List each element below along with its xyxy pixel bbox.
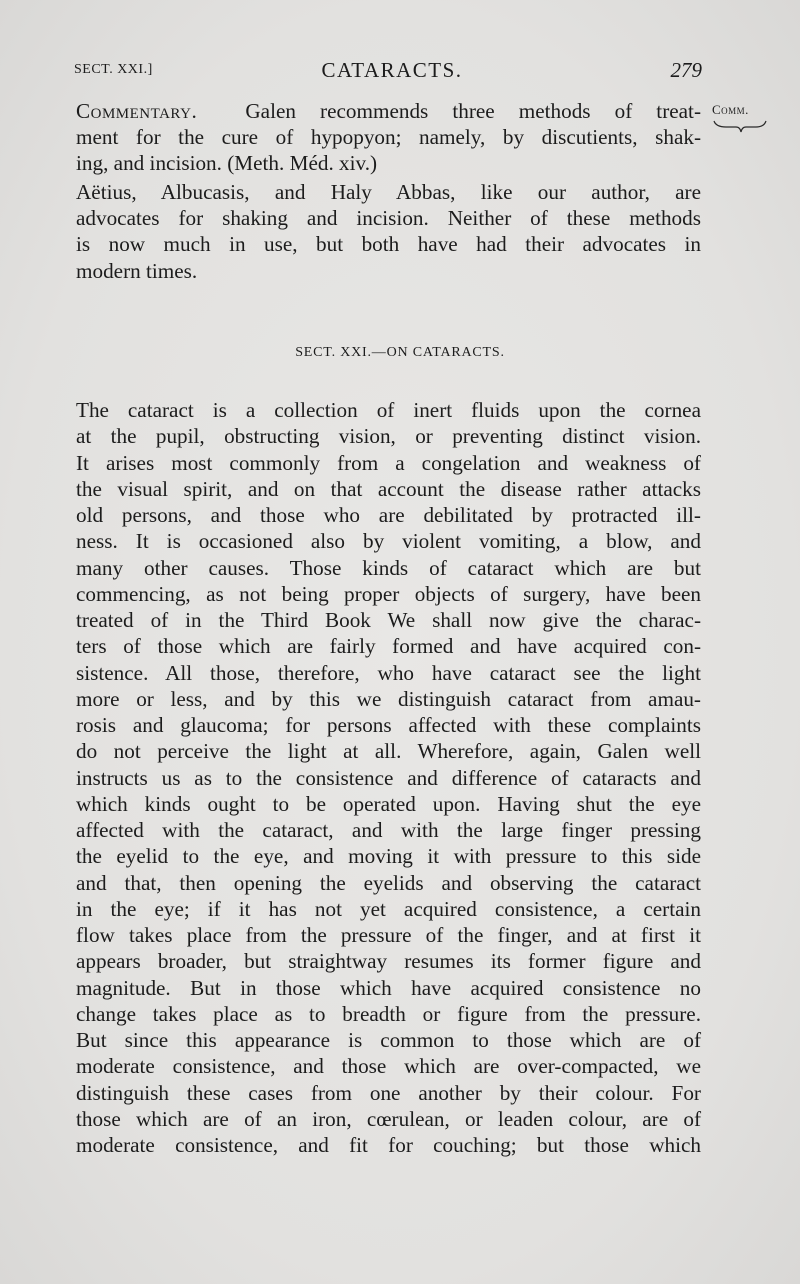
commentary-line: ment for the cure of hypopyon; namely, by discutients, shak- [76,125,701,150]
body-line: sistence. All those, therefore, who have cataract see the light [76,660,701,685]
margin-note: Comm. [712,102,749,117]
running-head [74,58,710,82]
body-line: flow takes place from the pressure of the finger, and at first it [76,923,701,947]
body-line: commencing, as not being proper objects of surgery, have been [76,581,701,606]
body-line: moderate consistence, and those which are over-compacted, we [76,1054,701,1079]
commentary-paragraph [76,98,701,177]
body-line: many other causes. Those kinds of cataract which are but [76,555,701,580]
body-line: at the pupil, obstructing vision, or preventing distinct vision. [76,424,701,449]
body-line: ness. It is occasioned also by violent vomiting, a blow, and [76,529,701,554]
body-line: and that, then opening the eyelids and observing the cataract [76,870,701,895]
body-line: more or less, and by this we distinguish cataract from amau- [76,686,701,711]
body-paragraph [76,397,701,1158]
commentary-line [76,98,701,124]
body-line: which kinds ought to be operated upon. Having shut the eye [76,791,701,816]
chapter-title: CATARACTS. [321,58,463,82]
commentary-paragraph-2 [76,179,701,284]
body-line: distinguish these cases from one another by their colour. For [76,1080,701,1105]
commentary2-line: is now much in use, but both have had their advocates in [76,232,701,257]
page-number: 279 [670,58,702,82]
commentary-lead: Commentary. [76,99,198,123]
body-line: the eyelid to the eye, and moving it with pressure to this side [76,844,701,869]
commentary2-line: modern times. [76,258,198,283]
commentary-line: ing, and incision. (Meth. Méd. xiv.) [76,151,378,176]
body-line: treated of in the Third Book We shall now give the charac- [76,608,701,632]
body-line: old persons, and those who are debilitated by protracted ill- [76,503,701,527]
body-line: The cataract is a collection of inert fluids upon the cornea [76,398,701,422]
body-line: those which are of an iron, cœrulean, or leaden colour, are of [76,1106,701,1131]
body-line: It arises most commonly from a congelation and weakness of [76,450,701,475]
commentary-text: Galen recommends three methods of treat- [245,99,702,123]
body-line: the visual spirit, and on that account the disease rather attacks [76,476,701,501]
section-reference: SECT. XXI.] [74,62,153,77]
body-line: affected with the cataract, and with the large finger pressing [76,818,701,842]
body-line: appears broader, but straightway resumes its former figure and [76,949,701,974]
body-line: in the eye; if it has not yet acquired consistence, a certain [76,896,701,921]
section-heading: SECT. XXI.—ON CATARACTS. [295,345,505,360]
body-line: moderate consistence, and fit for couching; but those which [76,1133,701,1157]
commentary2-line: Aëtius, Albucasis, and Haly Abbas, like our author, are [76,180,701,204]
body-line: do not perceive the light at all. Wherefore, again, Galen well [76,739,701,764]
body-line: change takes place as to breadth or figure from the pressure. [76,1001,701,1026]
body-line: rosis and glaucoma; for persons affected with these complaints [76,713,701,737]
margin-brace-icon [712,118,768,134]
body-line: magnitude. But in those which have acquired consistence no [76,975,701,1000]
body-line: ters of those which are fairly formed and have acquired con- [76,634,701,659]
body-line: instructs us as to the consistence and difference of cataracts and [76,765,701,790]
body-line: But since this appearance is common to those which are of [76,1028,701,1052]
commentary2-line: advocates for shaking and incision. Neither of these methods [76,206,701,231]
